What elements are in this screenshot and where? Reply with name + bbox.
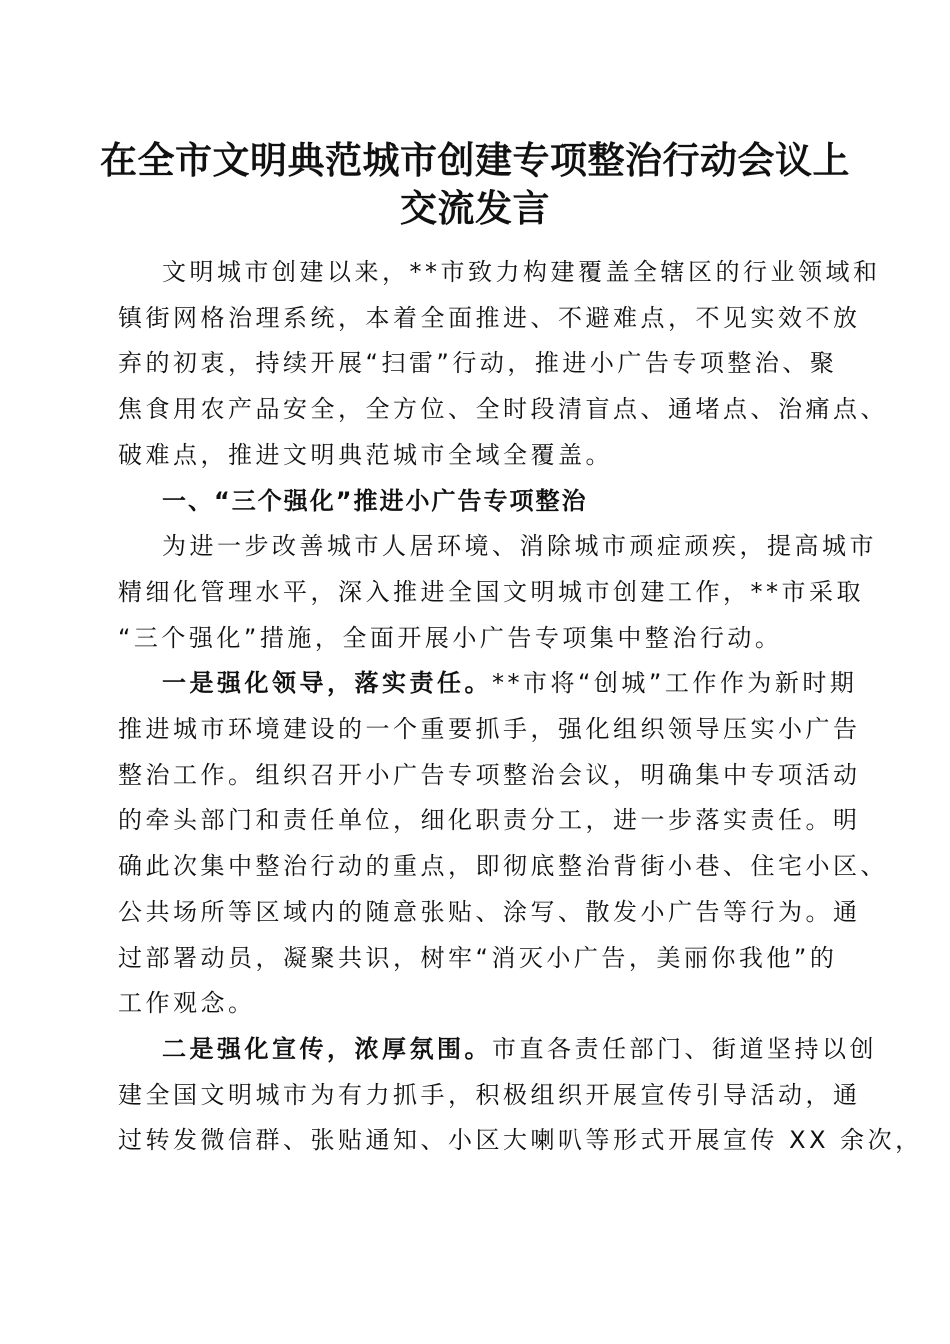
- paragraph-line: 确此次集中整治行动的重点，即彻底整治背街小巷、住宅小区、: [118, 852, 888, 881]
- paragraph-line: 推进城市环境建设的一个重要抓手，强化组织领导压实小广告: [118, 715, 861, 744]
- paragraph-line: 焦食用农产品安全，全方位、全时段清盲点、通堵点、治痛点、: [118, 395, 888, 424]
- paragraph-lead: 二是强化宣传，浓厚氛围。: [162, 1034, 492, 1063]
- paragraph-line: [118, 661, 858, 707]
- paragraph-line: 弃的初衷，持续开展“扫雷”行动，推进小广告专项整治、聚: [118, 349, 838, 378]
- paragraph-line: 建全国文明城市为有力抓手，积极组织开展宣传引导活动，通: [118, 1080, 861, 1109]
- paragraph-line: 过转发微信群、张贴通知、小区大喇叭等形式开展宣传 XX 余次，: [118, 1126, 923, 1155]
- paragraph-leadership: [118, 661, 888, 1027]
- paragraph-lead: 一是强化领导，落实责任。: [162, 669, 492, 698]
- paragraph-line: 镇街网格治理系统，本着全面推进、不避难点，不见实效不放: [118, 303, 861, 332]
- paragraph-line: [118, 1027, 877, 1073]
- paragraph-line: 工作观念。: [118, 989, 256, 1018]
- paragraph-intro: [118, 250, 888, 479]
- paragraph-line: 的牵头部门和责任单位，细化职责分工，进一步落实责任。明: [118, 806, 861, 835]
- paragraph-text: 市直各责任部门、街道坚持以创: [492, 1034, 877, 1063]
- paragraph-text: **市将“创城”工作作为新时期: [492, 669, 858, 698]
- paragraph-publicity: [118, 1027, 923, 1164]
- document-body: [118, 250, 923, 1164]
- paragraph-line: 整治工作。组织召开小广告专项整治会议，明确集中专项活动: [118, 760, 861, 789]
- paragraph-line: 精细化管理水平，深入推进全国文明城市创建工作，**市采取: [118, 577, 864, 606]
- paragraph-line: 破难点，推进文明典范城市全域全覆盖。: [118, 440, 613, 469]
- document-title-line-1: 在全市文明典范城市创建专项整治行动会议上: [100, 138, 850, 182]
- paragraph-line: 公共场所等区域内的随意张贴、涂写、散发小广告等行为。通: [118, 897, 861, 926]
- paragraph-line: “三个强化”措施，全面开展小广告专项集中整治行动。: [118, 623, 783, 652]
- paragraph-section-intro: [118, 524, 877, 661]
- paragraph-line: 过部署动员，凝聚共识，树牢“消灭小广告，美丽你我他”的: [118, 943, 838, 972]
- document-title-line-2: 交流发言: [400, 186, 550, 230]
- section-heading-1: 一、“三个强化”推进小广告专项整治: [162, 486, 588, 515]
- paragraph-line: 文明城市创建以来，**市致力构建覆盖全辖区的行业领域和: [162, 258, 881, 286]
- paragraph-line: 为进一步改善城市人居环境、消除城市顽症顽疾，提高城市: [162, 532, 877, 561]
